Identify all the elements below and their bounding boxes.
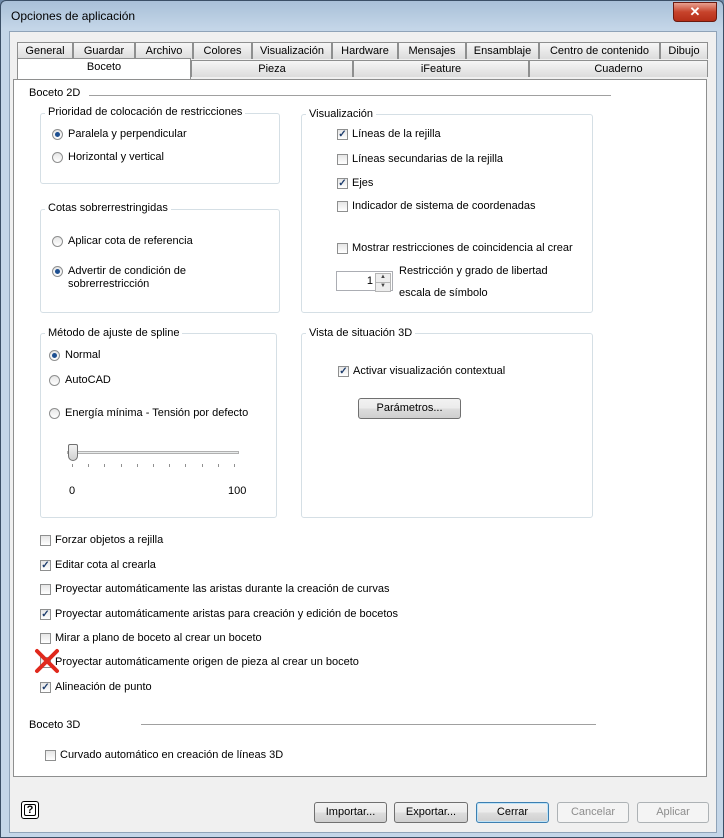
cancelar-button[interactable] [557,802,629,823]
checkbox-label: Mirar a plano de boceto al crear un boceto [55,632,262,644]
slider-max-label: 100 [228,485,247,497]
checkbox-label: Ejes [352,177,374,189]
tab-pieza[interactable] [191,60,353,77]
tab-general[interactable] [17,42,73,59]
boceto3d-title: Boceto 3D [29,719,81,731]
tab-label: Colores [203,45,242,57]
red-x-mark-icon [34,648,60,674]
radio-indicator [49,408,60,419]
tab-visualizacion[interactable] [252,42,332,59]
radio-label: Advertir de condición de sobrerrestricción [68,265,187,290]
slider-tick [88,464,89,467]
slider-tick [202,464,203,467]
radio-label: Normal [65,349,101,361]
slider-tick [72,464,73,467]
slider-tick [234,464,235,467]
tab-label: Dibujo [668,45,700,57]
tension-slider-track[interactable] [67,451,239,454]
radio-advertir[interactable] [52,265,218,291]
button-label: Cancelar [570,806,616,818]
check-forzar-rejilla[interactable] [40,534,163,546]
checkbox-label: Proyectar automáticamente origen de pieza al crear un boceto [55,656,359,668]
checkbox-indicator: ✓ [338,129,347,140]
stepper-down-icon[interactable]: ▼ [375,282,391,292]
check-editar-cota[interactable] [40,559,156,571]
checkbox-indicator: ✓ [41,609,50,620]
importar-button[interactable] [314,802,387,823]
radio-normal[interactable] [49,349,100,361]
aplicar-button[interactable] [637,802,709,823]
button-label: Cerrar [496,806,529,818]
checkbox-indicator [40,535,51,546]
cotas-legend: Cotas sobrerrestringidas [45,202,171,214]
tab-mensajes[interactable] [398,42,466,59]
button-label: Aplicar [656,806,690,818]
check-lineas-rejilla[interactable] [337,128,441,140]
cotas-group [40,209,280,313]
checkbox-label: Líneas de la rejilla [352,128,441,140]
prioridad-group [40,113,280,184]
escala-label-line2: escala de símbolo [399,287,488,299]
tab-guardar[interactable] [73,42,135,59]
slider-tick [137,464,138,467]
check-curvado-automatico[interactable] [45,749,283,761]
tab-ifeature[interactable] [353,60,529,77]
tab-label: Pieza [258,63,286,75]
radio-autocad[interactable] [49,374,111,386]
exportar-button[interactable] [394,802,468,823]
radio-aplicar-cota[interactable] [52,235,193,247]
tab-centro-de-contenido[interactable] [539,42,660,59]
close-icon: ✕ [689,4,701,19]
checkbox-indicator [45,750,56,761]
radio-indicator [49,350,60,361]
parametros-button[interactable] [358,398,461,419]
tab-dibujo[interactable] [660,42,708,59]
window-title: Opciones de aplicación [11,9,136,23]
checkbox-indicator: ✓ [339,366,348,377]
stepper-up-icon[interactable]: ▲ [375,273,391,283]
radio-indicator [52,266,63,277]
slider-tick [218,464,219,467]
checkbox-indicator: ✓ [41,560,50,571]
checkbox-label: Curvado automático en creación de líneas 3D [60,749,284,761]
button-label: Parámetros... [376,402,443,414]
checkbox-label: Proyectar automáticamente las aristas durante la creación de curvas [55,583,390,595]
check-activar-contextual[interactable] [338,365,505,377]
prioridad-legend: Prioridad de colocación de restricciones [45,106,245,118]
tab-label: Ensamblaje [473,45,532,57]
radio-indicator [52,152,63,163]
radio-label: Energía mínima - Tensión por defecto [65,407,249,419]
tab-archivo[interactable] [135,42,193,59]
checkbox-label: Indicador de sistema de coordenadas [352,200,536,212]
checkbox-label: Forzar objetos a rejilla [55,534,164,546]
tab-cuaderno[interactable] [529,60,708,77]
check-proyectar-origen[interactable] [40,656,359,668]
button-label: Importar... [325,806,376,818]
check-alineacion-punto[interactable] [40,681,152,693]
checkbox-indicator: ✓ [338,178,347,189]
checkbox-indicator [337,243,348,254]
boceto3d-divider [141,724,596,725]
boceto2d-title: Boceto 2D [29,87,81,99]
tension-slider-thumb[interactable] [68,444,78,461]
check-mirar-plano[interactable] [40,632,262,644]
radio-label: Paralela y perpendicular [68,128,187,140]
checkbox-label: Alineación de punto [55,681,152,693]
check-ejes[interactable] [337,177,373,189]
tab-hardware[interactable] [332,42,398,59]
checkbox-indicator [40,584,51,595]
tab-label: Visualización [259,45,324,57]
slider-tick [121,464,122,467]
checkbox-label: Mostrar restricciones de coincidencia al crear [352,242,573,254]
checkbox-label: Proyectar automáticamente aristas para creación y edición de bocetos [55,608,399,620]
tab-label: General [25,45,65,57]
slider-tick [104,464,105,467]
checkbox-indicator [40,633,51,644]
boceto2d-divider [89,95,611,96]
tab-label: Boceto [86,61,122,73]
tab-label: Centro de contenido [549,45,650,57]
tab-label: Archivo [145,45,183,57]
escala-label-line1: Restricción y grado de libertad [399,265,548,277]
visualizacion-legend: Visualización [306,108,376,120]
slider-tick [169,464,170,467]
tab-boceto[interactable] [17,58,191,79]
check-proyectar-aristas-curvas[interactable] [40,583,389,595]
radio-indicator [52,129,63,140]
button-label: Exportar... [405,806,457,818]
checkbox-label: Activar visualización contextual [353,365,506,377]
check-mostrar-restricciones[interactable] [337,242,573,254]
slider-tick [153,464,154,467]
checkbox-label: Líneas secundarias de la rejilla [352,153,504,165]
escala-stepper[interactable] [336,271,393,291]
check-lineas-secundarias[interactable] [337,153,503,165]
close-window-button[interactable] [673,2,717,22]
checkbox-label: Editar cota al crearla [55,559,156,571]
tab-ensamblaje[interactable] [466,42,539,59]
tab-label: iFeature [420,63,462,75]
slider-min-label: 0 [69,485,76,497]
vista3d-legend: Vista de situación 3D [306,327,415,339]
help-icon: ? [26,804,34,816]
stepper-value: 1 [366,275,373,287]
checkbox-indicator [337,201,348,212]
spline-legend: Método de ajuste de spline [45,327,182,339]
radio-label: AutoCAD [65,374,111,386]
check-indicador[interactable] [337,200,535,212]
checkbox-indicator [337,154,348,165]
tab-label: Hardware [341,45,389,57]
tab-colores[interactable] [193,42,252,59]
radio-indicator [52,236,63,247]
radio-horizontal[interactable] [52,151,164,163]
vista3d-group [301,333,593,518]
help-button[interactable] [21,801,39,819]
radio-label: Aplicar cota de referencia [68,235,193,247]
check-proyectar-aristas-bocetos[interactable] [40,608,398,620]
tab-label: Guardar [83,45,125,57]
checkbox-indicator: ✓ [41,682,50,693]
radio-energia-minima[interactable] [49,407,248,419]
tab-label: Cuaderno [594,63,643,75]
slider-tick [185,464,186,467]
title-bar [1,1,723,31]
cerrar-button[interactable] [476,802,549,823]
tab-label: Mensajes [408,45,456,57]
radio-label: Horizontal y vertical [68,151,164,163]
radio-indicator [49,375,60,386]
radio-paralela[interactable] [52,128,187,140]
